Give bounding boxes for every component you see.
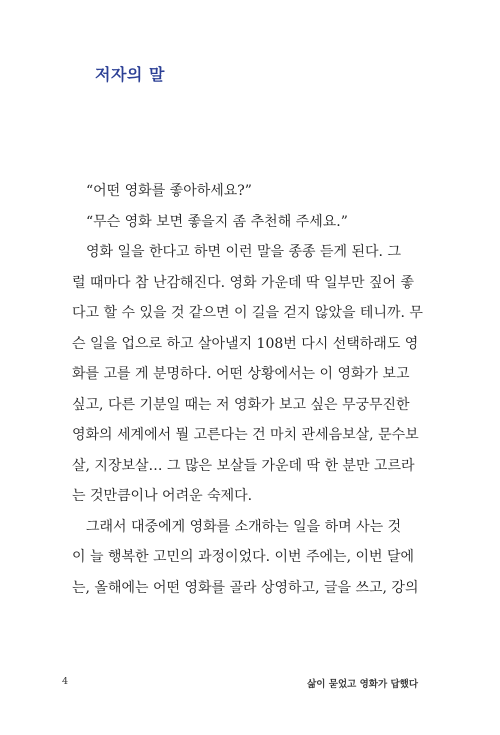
- page-title: 저자의 말: [95, 65, 165, 84]
- paragraph-line: 는, 올해에는 어떤 영화를 골라 상영하고, 글을 쓰고, 강의: [72, 579, 419, 596]
- paragraph-line: 슨 일을 업으로 하고 살아낼지 108번 다시 선택하래도 영: [72, 335, 419, 352]
- paragraph-line: 이 늘 행복한 고민의 과정이었다. 이번 주에는, 이번 달에: [72, 549, 415, 565]
- paragraph-line: 싶고, 다른 기분일 때는 저 영화가 보고 싶은 무궁무진한: [72, 396, 410, 413]
- quote-line-2: “무슨 영화 보면 좋을지 좀 추천해 주세요.”: [86, 213, 348, 230]
- paragraph-line: 럴 때마다 참 난감해진다. 영화 가운데 딱 일부만 짚어 좋: [72, 274, 415, 291]
- body-text: [72, 176, 423, 603]
- paragraph-line: 그래서 대중에게 영화를 소개하는 일을 하며 사는 것: [86, 518, 402, 535]
- running-footer-book-title: 삶이 묻었고 영화가 답했다: [307, 679, 418, 690]
- page-number: 4: [62, 676, 69, 687]
- paragraph-line: 영화 일을 한다고 하면 이런 말을 종종 듣게 된다. 그: [86, 244, 401, 260]
- paragraph-line: 영화의 세계에서 뭘 고른다는 건 마치 관세음보살, 문수보: [72, 427, 419, 443]
- paragraph-line: 다고 할 수 있을 것 같으면 이 길을 걷지 않았을 테니까. 무: [72, 305, 423, 321]
- quote-line-1: “어떤 영화를 좋아하세요?”: [86, 183, 252, 199]
- paragraph-line: 화를 고를 게 분명하다. 어떤 상황에서는 이 영화가 보고: [72, 366, 410, 382]
- paragraph-line: 는 것만큼이나 어려운 숙제다.: [72, 488, 253, 504]
- paragraph-line: 살, 지장보살… 그 많은 보살들 가운데 딱 한 분만 고르라: [72, 457, 415, 474]
